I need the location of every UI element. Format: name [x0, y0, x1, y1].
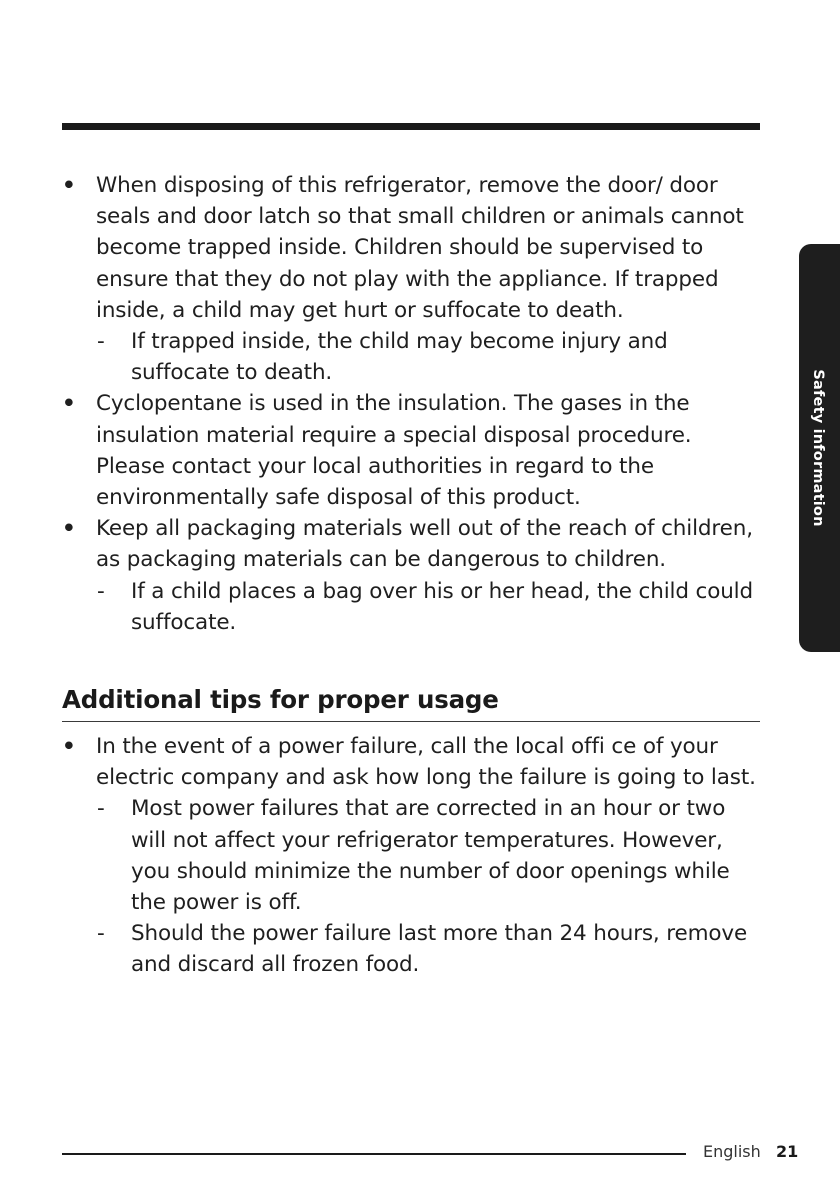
- sub-list-item: [96, 576, 764, 638]
- bullet-text: When disposing of this refrigerator, remove the door/ door seals and door latch so that small children or animals cannot become trapped inside. Children should be supervised to ensure that they do not play with the appliance. If trapped inside, a child may get hurt or suffocate to death.: [96, 173, 744, 323]
- bullet-text: Cyclopentane is used in the insulation. The gases in the insulation material require a special disposal procedure. Please contact your local authorities in regard to the environmentally safe disposal of this product.: [96, 391, 692, 511]
- bullet-icon: •: [62, 173, 76, 198]
- footer-language: English: [703, 1142, 761, 1161]
- dash-icon: -: [97, 921, 105, 947]
- sub-list: [96, 326, 764, 388]
- heading-rule: [62, 721, 760, 722]
- page-content: [62, 170, 764, 981]
- bullet-icon: •: [62, 734, 76, 760]
- list-item: [62, 170, 764, 388]
- sub-list-item: [96, 918, 764, 980]
- tips-bullet-list: [62, 731, 764, 981]
- sub-list-item: [96, 326, 764, 388]
- footer-rule: [62, 1153, 686, 1155]
- dash-icon: -: [97, 578, 105, 604]
- sub-list-item: [96, 793, 764, 918]
- bullet-icon: •: [62, 516, 76, 542]
- intro-bullet-list: [62, 170, 764, 638]
- sub-text: Most power failures that are corrected in an hour or two will not affect your refrigerator temperatures. However, you should minimize the number of door openings while the power is off.: [131, 796, 730, 916]
- bullet-icon: •: [62, 391, 76, 417]
- sub-text: Should the power failure last more than 24 hours, remove and discard all frozen food.: [131, 921, 748, 978]
- page-number: 21: [776, 1142, 799, 1161]
- bullet-text: In the event of a power failure, call the local offi ce of your electric company and ask how long the failure is going to last.: [96, 734, 756, 791]
- side-tab-label: Safety information: [810, 369, 826, 527]
- sub-text: If a child places a bag over his or her head, the child could suffocate.: [131, 578, 754, 635]
- sub-list: [96, 793, 764, 980]
- dash-icon: -: [97, 796, 105, 822]
- sub-text: If trapped inside, the child may become injury and suffocate to death.: [131, 329, 668, 386]
- list-item: [62, 388, 764, 513]
- top-rule: [62, 123, 760, 130]
- dash-icon: -: [97, 329, 105, 355]
- section-heading: Additional tips for proper usage: [62, 685, 499, 715]
- list-item: [62, 513, 764, 638]
- bullet-text: Keep all packaging materials well out of the reach of children, as packaging materials can be dangerous to children.: [96, 516, 753, 573]
- sub-list: [96, 576, 764, 638]
- list-item: [62, 731, 764, 981]
